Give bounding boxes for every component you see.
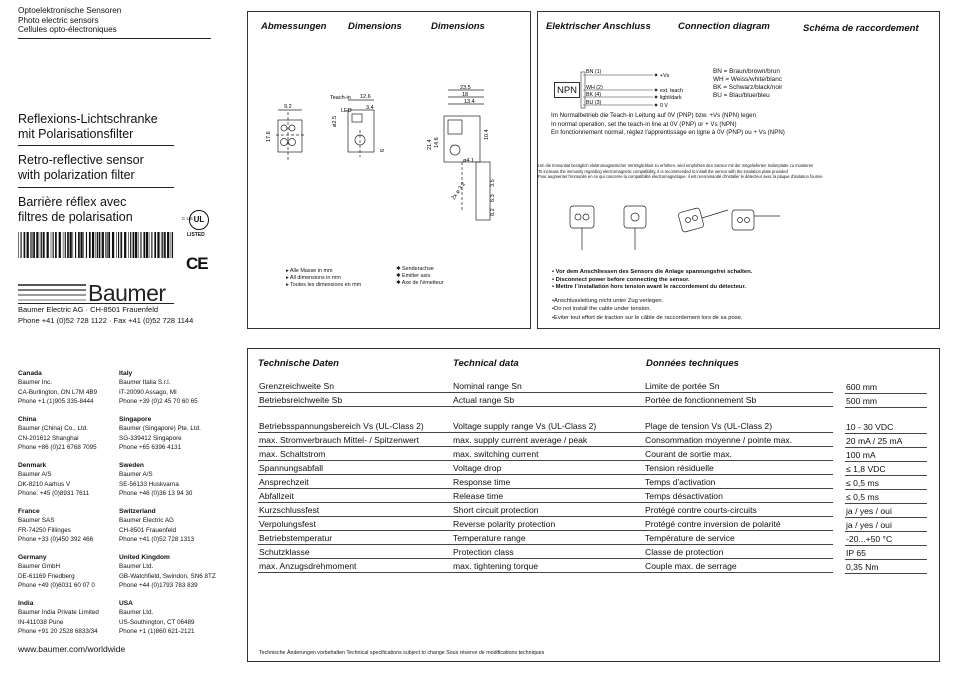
dim-17-6: 17.6 xyxy=(266,131,272,142)
tech-footer: Technische Änderungen vorbehalten Technical specifications subject to change Sous réserve de modifications techniques xyxy=(259,650,545,656)
barcode-bar xyxy=(21,232,22,258)
office-line: CH-8501 Frauenfeld xyxy=(119,526,177,534)
barcode-bar xyxy=(164,232,166,258)
office-line: DE-61169 Friedberg xyxy=(18,572,75,580)
tech-row-divider xyxy=(258,432,833,433)
office-line: Phone +41 (0)52 728 1313 xyxy=(119,536,195,544)
wiring-diagram xyxy=(538,12,941,122)
barcode-bar xyxy=(30,232,31,258)
tech-label-de: Betriebstemperatur xyxy=(259,533,333,543)
tech-value: 20 mA / 25 mA xyxy=(846,436,903,446)
tech-label-en: Response time xyxy=(453,477,511,487)
office-line: Phone +39 (0)2 45 70 60 65 xyxy=(119,398,198,406)
mount-1 xyxy=(570,206,594,250)
dimensions-title-en: Dimensions xyxy=(348,21,402,32)
barcode-bar xyxy=(112,232,114,258)
tech-label-de: max. Anzugsdrehmoment xyxy=(259,561,357,571)
tech-label-de: Grenzreichweite Sn xyxy=(259,381,334,391)
barcode-bar xyxy=(78,232,80,258)
barcode-bar xyxy=(130,232,131,258)
barcode-bar xyxy=(171,232,172,258)
office-country: United Kingdom xyxy=(119,554,170,561)
barcode-bar xyxy=(140,232,141,258)
wire-bk: BK (4) xyxy=(586,92,602,98)
office-line: Phone +33 (0)450 392 466 xyxy=(18,536,94,544)
barcode-bar xyxy=(75,232,76,258)
tech-value-divider xyxy=(845,407,927,408)
tech-label-fr: Température de service xyxy=(645,533,735,543)
tech-row-divider xyxy=(258,474,833,475)
tech-value-divider xyxy=(845,503,927,504)
office-entry xyxy=(119,415,219,453)
tech-row-divider xyxy=(258,558,833,559)
barcode-bar xyxy=(55,232,57,258)
office-line: Phone +1 (1)905 335-8444 xyxy=(18,398,94,406)
office-line: DK-8210 Aarhus V xyxy=(18,480,71,488)
office-country: China xyxy=(18,416,37,423)
barcode-bar xyxy=(53,232,54,258)
office-line: Phone +49 (0)6031 60 07 0 xyxy=(18,582,95,590)
tech-data-panel xyxy=(247,348,940,662)
ul-listed-mark: UL C US LISTED xyxy=(186,210,212,242)
tech-label-en: Actual range Sb xyxy=(453,395,515,405)
wire-bu: BU (3) xyxy=(586,100,602,106)
mount-3 xyxy=(678,207,728,232)
office-country: Germany xyxy=(18,554,47,561)
tech-label-en: max. switching current xyxy=(453,449,539,459)
office-entry xyxy=(18,507,118,545)
pin-vs: +Vs xyxy=(660,73,670,79)
tech-label-en: Short circuit protection xyxy=(453,505,539,515)
category-de: Optoelektronische Sensoren xyxy=(18,6,122,15)
tech-label-fr: Courant de sortie max. xyxy=(645,449,732,459)
company-phone: Phone +41 (0)52 728 1122 · Fax +41 (0)52 728 1144 xyxy=(18,316,194,325)
tech-label-de: Verpolungsfest xyxy=(259,519,316,529)
tech-title-fr: Données techniques xyxy=(646,358,739,369)
barcode-bar xyxy=(63,232,64,258)
dim-3-2: 2x ø 3.2 xyxy=(450,181,468,202)
dim-23-5: 23.5 xyxy=(460,85,471,91)
tech-value-divider xyxy=(845,393,927,394)
npn-box: NPN xyxy=(554,82,580,98)
barcode-bar xyxy=(128,232,129,258)
barcode-bar xyxy=(167,232,169,258)
mounting-illustrations xyxy=(562,194,802,250)
tech-value: 500 mm xyxy=(846,396,878,406)
office-line: Baumer (China) Co., Ltd. xyxy=(18,425,88,433)
tech-label-fr: Temps d'activation xyxy=(645,477,716,487)
dimension-notes: ▸ Alle Masse in mm ▸ All dimensions in mm ▸ Toutes les dimensions en mm xyxy=(286,268,362,288)
barcode-bar xyxy=(33,232,35,258)
tech-label-fr: Protégé contre courts-circuits xyxy=(645,505,757,515)
tech-title-de: Technische Daten xyxy=(258,358,339,369)
company-address: Baumer Electric AG · CH-8501 Frauenfeld xyxy=(18,305,159,314)
office-entry xyxy=(18,599,118,637)
tech-value: IP 65 xyxy=(846,548,866,558)
tech-label-en: Temperature range xyxy=(453,533,526,543)
tech-label-fr: Consommation moyenne / pointe max. xyxy=(645,435,793,445)
dim-9-2: 9.2 xyxy=(284,104,292,110)
dim-6-3: 6.3 xyxy=(490,194,496,202)
emc-notes: Um die Immunität bezüglich elektromagnetischer Verträglichkeit zu erhöhen, wird empfohlen den Sensor mit der mitgelieferten Isolierplatte zu montieren To increase the immunity regarding electromagnetic compatibility, it is recommended to install the sensor with the insulation plate provided Pour augmenter l'immunité en ce qui concerne la compatibilité électromagnétique, il est recommandé d'installer le détecteur avec la plaque d'isolation fournie xyxy=(538,163,823,179)
barcode-bar xyxy=(27,232,29,258)
dim-led: LED xyxy=(341,108,352,114)
tech-value: ja / yes / oui xyxy=(846,520,892,530)
tech-label-en: Release time xyxy=(453,491,504,501)
tech-label-de: Kurzschlussfest xyxy=(259,505,320,515)
tech-label-fr: Couple max. de serrage xyxy=(645,561,737,571)
office-line: Phone +91 20 2528 6833/34 xyxy=(18,628,98,636)
dim-21-4: 21.4 xyxy=(427,139,433,150)
office-country: Canada xyxy=(18,370,42,377)
tech-label-en: max. supply current average / peak xyxy=(453,435,588,445)
tech-label-de: max. Schaltstrom xyxy=(259,449,326,459)
tech-value: ≤ 0,5 ms xyxy=(846,492,879,502)
tech-row-divider xyxy=(258,446,833,447)
dim-14-6: 14.6 xyxy=(434,137,440,148)
dim-3-5: 3.5 xyxy=(490,179,496,187)
office-line: Phone +65 6396 4131 xyxy=(119,444,182,452)
office-line: Phone +86 (0)21 6768 7095 xyxy=(18,444,97,452)
category-header xyxy=(18,6,218,35)
barcode-bar xyxy=(47,232,49,258)
barcode-bar xyxy=(143,232,145,258)
barcode-bar xyxy=(118,232,119,258)
tech-label-de: Spannungsabfall xyxy=(259,463,324,473)
barcode-bar xyxy=(43,232,45,258)
barcode-bar xyxy=(138,232,139,258)
tech-label-fr: Classe de protection xyxy=(645,547,724,557)
barcode xyxy=(18,232,174,258)
office-line: Baumer Inc. xyxy=(18,379,52,387)
barcode-bar xyxy=(151,232,152,258)
tech-value-divider xyxy=(845,475,927,476)
product-divider-1 xyxy=(18,145,174,146)
barcode-bar xyxy=(107,232,108,258)
barcode-bar xyxy=(149,232,150,258)
tech-value-divider xyxy=(845,447,927,448)
tech-row-divider xyxy=(258,392,833,393)
tech-value-divider xyxy=(845,573,927,574)
tech-label-de: Schutzklasse xyxy=(259,547,310,557)
website-link[interactable]: www.baumer.com/worldwide xyxy=(18,644,126,654)
connection-title-en: Connection diagram xyxy=(678,21,770,32)
office-line: SG-339412 Singapore xyxy=(119,434,182,442)
office-entry xyxy=(18,369,118,407)
barcode-bar xyxy=(80,232,82,258)
pin-0v: 0 V xyxy=(660,103,668,109)
connection-panel xyxy=(537,11,940,329)
barcode-bar xyxy=(89,232,91,258)
dim-8-2: 8.2 xyxy=(490,208,496,216)
office-entry xyxy=(18,553,118,591)
dimensions-title-de: Abmessungen xyxy=(261,21,327,32)
office-line: Phone +46 (0)36 13 94 30 xyxy=(119,490,193,498)
barcode-bar xyxy=(24,232,26,258)
power-warnings: • Vor dem Anschliessen des Sensors die Anlage spannungsfrei schalten. • Disconnect power before connecting the sensor. • Mettre l´installation hors tension avant le raccordement du détecteur. xyxy=(552,269,753,291)
office-line: FR-74250 Fillinges xyxy=(18,526,71,534)
office-country: India xyxy=(18,600,34,607)
barcode-bar xyxy=(172,232,173,258)
wire-color-legend: BN = Braun/brown/brun WH = Weiss/white/blanc BK = Schwarz/black/noir BU = Blau/blue/bleu xyxy=(713,68,783,99)
wire-wh: WH (2) xyxy=(586,85,603,91)
office-line: US-Southington, CT 06489 xyxy=(119,618,195,626)
tech-value: 100 mA xyxy=(846,450,876,460)
barcode-bar xyxy=(157,232,159,258)
tech-value-divider xyxy=(845,433,927,434)
office-entry xyxy=(119,461,219,499)
barcode-bar xyxy=(67,232,69,258)
tech-row-divider xyxy=(258,516,833,517)
barcode-bar xyxy=(92,232,94,258)
tech-label-de: Abfallzeit xyxy=(259,491,294,501)
dim-6: 6 xyxy=(380,148,386,152)
office-line: Baumer Ltd. xyxy=(119,563,154,571)
product-title-en: Retro-reflective sensor with polarization filter xyxy=(18,153,144,182)
baumer-logo: Baumer xyxy=(18,280,174,306)
tech-label-en: Voltage drop xyxy=(453,463,502,473)
office-line: Baumer SAS xyxy=(18,517,55,525)
tech-value: 600 mm xyxy=(846,382,878,392)
office-line: Baumer Ltd. xyxy=(119,609,154,617)
office-line: Baumer Italia S.r.l. xyxy=(119,379,171,387)
tech-value: ja / yes / oui xyxy=(846,506,892,516)
office-country: France xyxy=(18,508,40,515)
barcode-bar xyxy=(135,232,137,258)
office-country: USA xyxy=(119,600,133,607)
connection-title-de: Elektrischer Anschluss xyxy=(546,21,651,32)
tech-row-divider xyxy=(258,460,833,461)
barcode-bar xyxy=(116,232,117,258)
barcode-bar xyxy=(86,232,87,258)
tech-label-en: Protection class xyxy=(453,547,514,557)
tech-value-divider xyxy=(845,517,927,518)
office-line: Baumer A/S xyxy=(18,471,52,479)
dim-4-1: ø4.1 xyxy=(463,158,475,164)
tech-label-en: Voltage supply range Vs (UL-Class 2) xyxy=(453,421,597,431)
mount-4 xyxy=(732,210,780,230)
tech-row-divider xyxy=(258,530,833,531)
tech-row-divider xyxy=(258,502,833,503)
office-line: Baumer (Singapore) Pte. Ltd. xyxy=(119,425,201,433)
barcode-bar xyxy=(36,232,38,258)
connection-title-fr: Schéma de raccordement xyxy=(803,23,919,34)
barcode-bar xyxy=(161,232,162,258)
pin-teach: ext. teach xyxy=(660,88,683,94)
barcode-bar xyxy=(97,232,98,258)
product-title-de: Reflexions-Lichtschranke mit Polarisationsfilter xyxy=(18,112,158,141)
tech-row-divider xyxy=(258,544,833,545)
office-line: SE-56133 Huskvarna xyxy=(119,480,179,488)
barcode-bar xyxy=(40,232,41,258)
tech-value: ≤ 0,5 ms xyxy=(846,478,879,488)
barcode-bar xyxy=(124,232,126,258)
office-entry xyxy=(119,599,219,637)
barcode-bar xyxy=(18,232,19,258)
tech-value-divider xyxy=(845,461,927,462)
tech-label-de: Ansprechzeit xyxy=(259,477,309,487)
cable-warnings: •Anschlussleitung nicht unter Zug verlegen. •Do not install the cable under tension. •Eviter tout effort de traction sur le câble de raccordement lors de sa pose. xyxy=(552,298,743,321)
tech-label-fr: Protégé contre inversion de polarité xyxy=(645,519,781,529)
dim-teach: Teach-in xyxy=(330,95,351,101)
office-line: IN-411038 Pune xyxy=(18,618,64,626)
tech-label-fr: Limite de portée Sn xyxy=(645,381,720,391)
category-en: Photo electric sensors xyxy=(18,15,99,25)
tech-value: 10 - 30 VDC xyxy=(846,422,894,432)
tech-value-divider xyxy=(845,559,927,560)
office-country: Sweden xyxy=(119,462,144,469)
tech-label-en: max. tightening torque xyxy=(453,561,539,571)
barcode-bar xyxy=(146,232,148,258)
tech-row-divider xyxy=(258,488,833,489)
dim-13-4: 13.4 xyxy=(464,99,475,105)
barcode-bar xyxy=(51,232,52,258)
product-title-fr: Barrière réflex avec filtres de polarisation xyxy=(18,195,133,224)
tech-label-de: Betriebsspannungsbereich Vs (UL-Class 2) xyxy=(259,421,424,431)
dimensions-title-fr: Dimensions xyxy=(431,21,485,32)
dim-10-4: 10.4 xyxy=(484,129,490,140)
ul-logo-icon: UL xyxy=(189,210,209,230)
barcode-bar xyxy=(73,232,74,258)
tech-label-de: max. Stromverbrauch Mittel- / Spitzenwert xyxy=(259,435,419,445)
tech-value: -20...+50 °C xyxy=(846,534,893,544)
ce-mark: CE xyxy=(186,254,208,273)
tech-value-divider xyxy=(845,489,927,490)
office-country: Switzerland xyxy=(119,508,156,515)
office-country: Denmark xyxy=(18,462,47,469)
office-line: Baumer A/S xyxy=(119,471,153,479)
office-line: CN-201612 Shanghai xyxy=(18,434,79,442)
office-line: Phone +44 (0)1793 783 839 xyxy=(119,582,198,590)
tech-title-en: Technical data xyxy=(453,358,519,369)
dim-3-4: 3.4 xyxy=(366,105,374,111)
office-line: Baumer GmbH xyxy=(18,563,60,571)
barcode-bar xyxy=(105,232,106,258)
office-line: IT-20090 Assago, MI xyxy=(119,388,177,396)
office-entry xyxy=(119,507,219,545)
category-fr: Cellules opto-électroniques xyxy=(18,25,117,34)
emitter-legend: ✱ Senderachse ✱ Emitter axis ✱ Axe de l'émetteur xyxy=(396,266,444,286)
wire-bn: BN (1) xyxy=(586,69,602,75)
dimensions-panel xyxy=(247,11,531,329)
tech-label-en: Reverse polarity protection xyxy=(453,519,556,529)
office-entry xyxy=(18,415,118,453)
tech-row-divider xyxy=(258,572,833,573)
tech-label-fr: Tension résiduelle xyxy=(645,463,714,473)
barcode-bar xyxy=(41,232,42,258)
office-line: Phone: +45 (0)8931 7611 xyxy=(18,490,90,498)
right-view xyxy=(444,90,490,220)
office-country: Italy xyxy=(119,370,133,377)
barcode-bar xyxy=(108,232,110,258)
office-entry xyxy=(119,553,219,591)
office-line: Phone +1 (1)860 621-2121 xyxy=(119,628,195,636)
office-entry xyxy=(18,461,118,499)
tech-value-divider xyxy=(845,545,927,546)
logo-divider xyxy=(18,303,174,304)
tech-label-fr: Portée de fonctionnement Sb xyxy=(645,395,757,405)
tech-value: ≤ 1,8 VDC xyxy=(846,464,886,474)
barcode-bar xyxy=(133,232,135,258)
office-entry xyxy=(119,369,219,407)
header-divider xyxy=(18,38,211,39)
dim-18: 18 xyxy=(462,92,469,98)
tech-value: 0,35 Nm xyxy=(846,562,879,572)
office-line: GB-Watchfield, Swindon, SN6 8TZ xyxy=(119,572,216,580)
barcode-bar xyxy=(120,232,122,258)
office-line: Baumer Electric AG xyxy=(119,517,174,525)
barcode-bar xyxy=(102,232,104,258)
tech-value-divider xyxy=(845,531,927,532)
tech-row-divider xyxy=(258,406,833,407)
barcode-bar xyxy=(59,232,61,258)
barcode-bar xyxy=(70,232,72,258)
office-country: Singapore xyxy=(119,416,152,423)
pin-light-dark: light/dark xyxy=(660,95,682,101)
tech-label-fr: Temps désactivation xyxy=(645,491,723,501)
barcode-bar xyxy=(154,232,156,258)
teach-notes: Im Normalbetrieb die Teach-in Leitung auf 0V (PNP) bzw. +Vs (NPN) legen In normal operation, set the teach-in line at 0V (PNP) or + Vs (NPN) En fonctionnement normal, réglez l'apprentissage en ligne à 0V (PNP) ou + Vs (NPN) xyxy=(551,112,785,136)
barcode-bar xyxy=(162,232,163,258)
office-line: CA-Burlington, ON L7M 4B9 xyxy=(18,388,98,396)
barcode-bar xyxy=(96,232,97,258)
tech-label-de: Betriebsreichweite Sb xyxy=(259,395,343,405)
barcode-bar xyxy=(65,232,66,258)
barcode-bar xyxy=(99,232,101,258)
barcode-bar xyxy=(83,232,84,258)
dim-2-5: ø2.5 xyxy=(332,115,338,127)
front-view xyxy=(276,110,304,162)
tech-label-en: Nominal range Sn xyxy=(453,381,522,391)
barcode-bar xyxy=(31,232,32,258)
office-line: Baumer India Private Limited xyxy=(18,609,99,617)
tech-label-fr: Plage de tension Vs (UL-Class 2) xyxy=(645,421,773,431)
dim-12-6: 12.6 xyxy=(360,94,371,100)
product-divider-2 xyxy=(18,187,174,188)
mount-2 xyxy=(624,206,646,250)
